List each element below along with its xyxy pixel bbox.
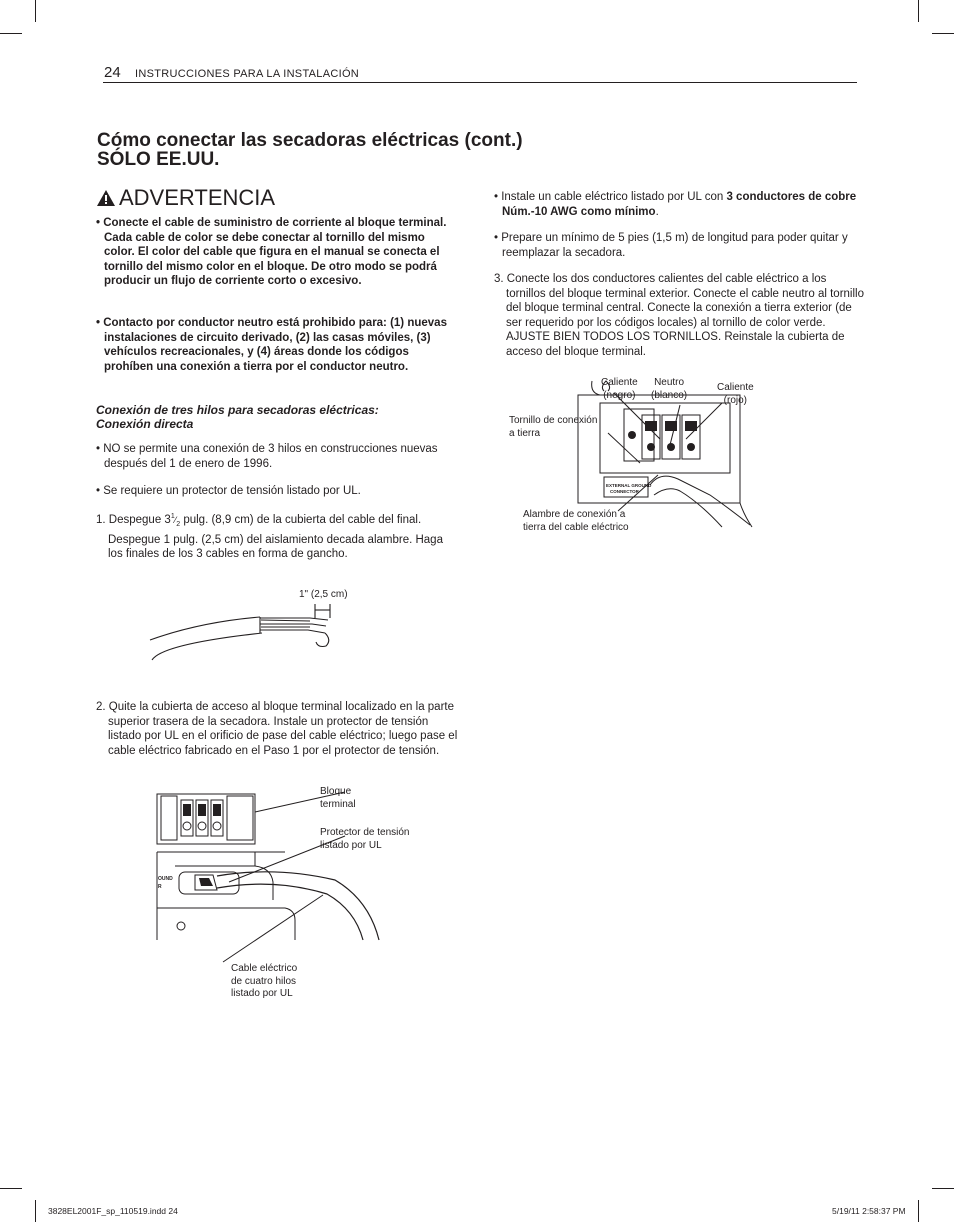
crop-mark bbox=[932, 1188, 954, 1189]
step-1-prefix: 1. Despegue 3 bbox=[96, 513, 171, 526]
section-header: INSTRUCCIONES PARA LA INSTALACIÓN bbox=[135, 68, 360, 80]
label-strain-relief-line-1: Protector de tensión bbox=[320, 827, 410, 838]
plate-text-2: R bbox=[158, 884, 162, 890]
label-ground-screw-line-2: a tierra bbox=[509, 427, 541, 439]
plate-text-1: OUND bbox=[158, 876, 173, 882]
label-power-cord-line-3: listado por UL bbox=[231, 988, 293, 999]
label-neutral-white-line-1: Neutro bbox=[654, 377, 685, 388]
warning-triangle-icon bbox=[97, 190, 115, 206]
left-bullet-2: • Se requiere un protector de tensión listado por UL. bbox=[96, 485, 361, 497]
title-line-1: Cómo conectar las secadoras eléctricas (cont.) bbox=[97, 130, 523, 151]
label-power-cord bbox=[231, 963, 297, 1001]
right-bullet-1-bold: 3 conductores de cobre Núm.-10 AWG como mínimo bbox=[502, 191, 857, 218]
dimension-label: 1" (2,5 cm) bbox=[299, 589, 348, 600]
page-title bbox=[97, 131, 523, 169]
subsection-heading-line-2: Conexión directa bbox=[96, 417, 194, 431]
label-strain-relief-line-2: listado por UL bbox=[320, 839, 382, 851]
page-number: 24 bbox=[104, 64, 121, 81]
label-hot-black-line-2: (negro) bbox=[603, 389, 636, 401]
label-power-cord-line-1: Cable eléctrico bbox=[231, 963, 298, 974]
left-bullet-1: • NO se permite una conexión de 3 hilos en construcciones nuevas después del 1 de enero de 1996. bbox=[96, 443, 438, 470]
plate-label-2: CONNECTOR bbox=[610, 489, 639, 494]
label-neutral-white-line-2: (blanco) bbox=[651, 389, 688, 401]
right-bullet-1 bbox=[494, 190, 862, 219]
label-hot-red-line-2: (rojo) bbox=[723, 394, 748, 406]
step-2: 2. Quite la cubierta de acceso al bloque terminal localizado en la parte superior trasera de la secadora. Instale un protector de tensión listado por UL en el orificio de pase del cable eléctrico; luego pase el cable eléctrico fabricado en el Paso 1 por el protector de tensión. bbox=[96, 701, 458, 757]
label-ground-screw bbox=[509, 415, 597, 440]
step-1-frac-slash: ⁄ bbox=[174, 514, 177, 525]
right-bullet-2: • Prepare un mínimo de 5 pies (1,5 m) de longitud para poder quitar y reemplazar la secadora. bbox=[494, 232, 848, 259]
label-strain-relief bbox=[320, 827, 410, 852]
label-ground-wire-line-1: Alambre de conexión a bbox=[523, 509, 626, 520]
warning-bullet-2: • Contacto por conductor neutro está prohibido para: (1) nuevas instalaciones de circuito derivado, (2) las casas móviles, (3) vehículos recreacionales, y (4) áreas donde los códigos prohíben una conexión a tierra por el conductor neutro. bbox=[96, 317, 447, 373]
crop-mark bbox=[0, 1188, 22, 1189]
label-hot-red bbox=[717, 382, 754, 407]
crop-mark bbox=[918, 1200, 919, 1222]
stripped-cable-illustration bbox=[140, 600, 350, 670]
subsection-heading bbox=[96, 403, 456, 431]
label-hot-red-line-1: Caliente bbox=[717, 382, 754, 393]
label-hot-black-line-1: Caliente bbox=[601, 377, 638, 388]
crop-mark bbox=[35, 1200, 36, 1222]
label-ground-wire bbox=[523, 509, 629, 534]
header-rule bbox=[103, 82, 857, 83]
crop-mark bbox=[932, 33, 954, 34]
step-1 bbox=[96, 510, 460, 562]
step-3: 3. Conecte los dos conductores calientes del cable eléctrico a los tornillos del bloque terminal exterior. Conecte el cable neutro al tornillo del bloque terminal central. Conecte la conexión a tierra exterior (de ser requerido por los códigos locales) al tornillo de color verde. AJUSTE BIEN TODOS LOS TORNILLOS. Reinstale la cubierta de acceso del bloque terminal. bbox=[494, 273, 864, 358]
label-terminal-block bbox=[320, 786, 356, 811]
label-ground-wire-line-2: tierra del cable eléctrico bbox=[523, 521, 629, 533]
crop-mark bbox=[35, 0, 36, 22]
crop-mark bbox=[0, 33, 22, 34]
step-1-frac-den: 2 bbox=[176, 521, 181, 529]
footer-file: 3828EL2001F_sp_110519.indd 24 bbox=[48, 1206, 178, 1216]
right-bullet-1-post: . bbox=[655, 205, 659, 218]
title-line-2: SÓLO EE.UU. bbox=[97, 149, 220, 170]
warning-heading: ADVERTENCIA bbox=[119, 185, 276, 210]
footer-datetime: 5/19/11 2:58:37 PM bbox=[832, 1206, 906, 1216]
right-bullet-1-pre: • Instale un cable eléctrico listado por UL con bbox=[494, 191, 727, 203]
warning-bullet-1: • Conecte el cable de suministro de corriente al bloque terminal. Cada cable de color se debe conectar al tornillo del mismo color. El color del cable que figura en el manual se conecta el tornillo del mismo color en el bloque. De otro modo se podrá producir un flujo de corriente corto o excesivo. bbox=[96, 217, 447, 288]
label-power-cord-line-2: de cuatro hilos bbox=[231, 975, 297, 987]
step-1-frac-num: 1 bbox=[170, 513, 175, 520]
crop-mark bbox=[918, 0, 919, 22]
label-ground-screw-line-1: Tornillo de conexión bbox=[509, 415, 598, 426]
strain-relief-illustration bbox=[155, 790, 385, 945]
label-neutral-white bbox=[651, 377, 687, 402]
subsection-heading-line-1: Conexión de tres hilos para secadoras eléctricas: bbox=[96, 403, 379, 417]
label-terminal-block-line-1: Bloque bbox=[320, 786, 352, 797]
label-hot-black bbox=[601, 377, 638, 402]
label-terminal-block-line-2: terminal bbox=[320, 798, 356, 810]
step-1-rest: pulg. (8,9 cm) de la cubierta del cable del final. Despegue 1 pulg. (2,5 cm) del aislamiento decada alambre. Haga los finales de los 3 cables en forma de gancho. bbox=[108, 513, 443, 561]
plate-label-1: EXTERNAL GROUND bbox=[606, 483, 652, 488]
